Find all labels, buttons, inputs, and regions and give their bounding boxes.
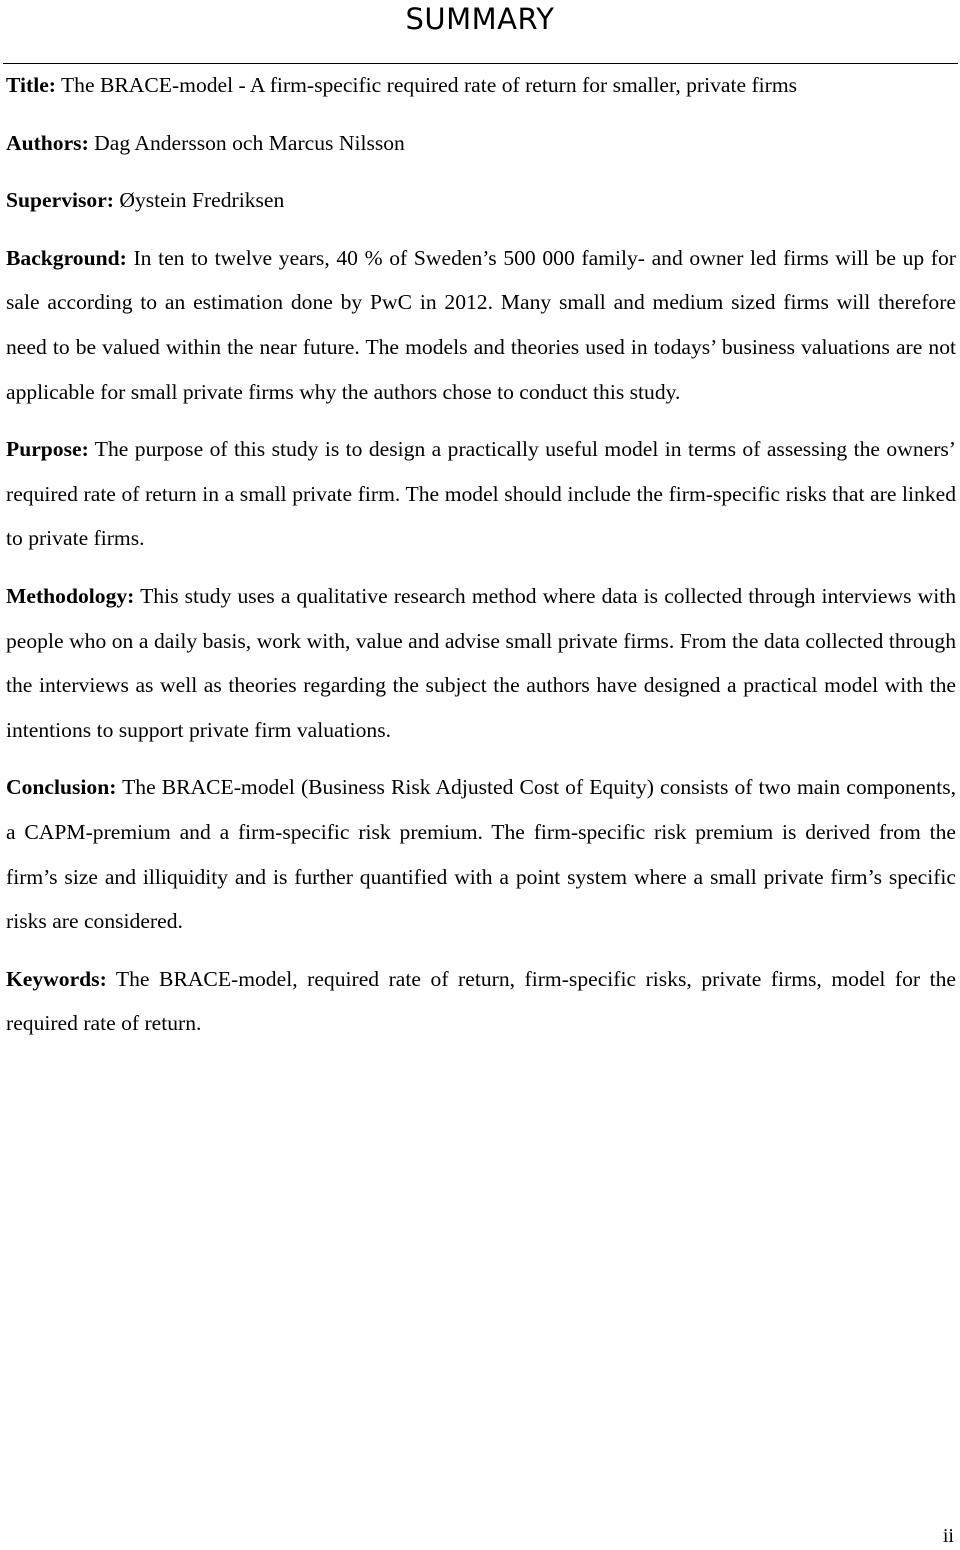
purpose-paragraph: [6, 427, 956, 561]
conclusion-paragraph: [6, 765, 956, 943]
authors-text: Dag Andersson och Marcus Nilsson: [88, 130, 405, 155]
purpose-label: Purpose:: [6, 437, 89, 462]
title-label: Title:: [6, 73, 56, 97]
keywords-label: Keywords:: [6, 966, 107, 991]
page-number: ii: [942, 1525, 954, 1547]
conclusion-text: The BRACE-model (Business Risk Adjusted Cost of Equity) consists of two main components, a CAPM-premium and a firm-specific risk premium. The firm-specific risk premium is derived from the firm’s size and illiquidity and is further quantified with a point system where a small private firm’s specific risks are considered.: [6, 775, 956, 934]
background-paragraph: [6, 236, 956, 414]
title-text: The BRACE-model - A firm-specific required rate of return for smaller, private firms: [55, 73, 798, 97]
supervisor-text: Øystein Fredriksen: [113, 188, 285, 213]
authors-paragraph: [6, 121, 956, 166]
background-text: In ten to twelve years, 40 % of Sweden’s 500 000 family- and owner led firms will be up for sale according to an estimation done by PwC in 2012. Many small and medium sized firms will therefore need to be valued within the near future. The models and theories used in todays’ business valuations are not applicable for small private firms why the authors chose to conduct this study.: [6, 245, 956, 404]
summary-content: [6, 63, 956, 1059]
keywords-paragraph: [6, 957, 956, 1046]
purpose-text: The purpose of this study is to design a practically useful model in terms of assessing the owners’ required rate of return in a small private firm. The model should include the firm-specific risks that are linked to private firms.: [6, 437, 956, 551]
title-paragraph: [6, 63, 956, 108]
methodology-label: Methodology:: [6, 583, 135, 608]
supervisor-label: Supervisor:: [6, 188, 114, 213]
authors-label: Authors:: [6, 130, 89, 155]
page-heading: SUMMARY: [405, 2, 555, 36]
supervisor-paragraph: [6, 178, 956, 223]
conclusion-label: Conclusion:: [6, 775, 117, 800]
background-label: Background:: [6, 245, 127, 270]
keywords-text: The BRACE-model, required rate of return, firm-specific risks, private firms, model for the required rate of return.: [6, 966, 956, 1036]
methodology-paragraph: [6, 574, 956, 752]
methodology-text: This study uses a qualitative research method where data is collected through interviews with people who on a daily basis, work with, value and advise small private firms. From the data collected through the interviews as well as theories regarding the subject the authors have designed a practical model with the intentions to support private firm valuations.: [6, 583, 956, 742]
